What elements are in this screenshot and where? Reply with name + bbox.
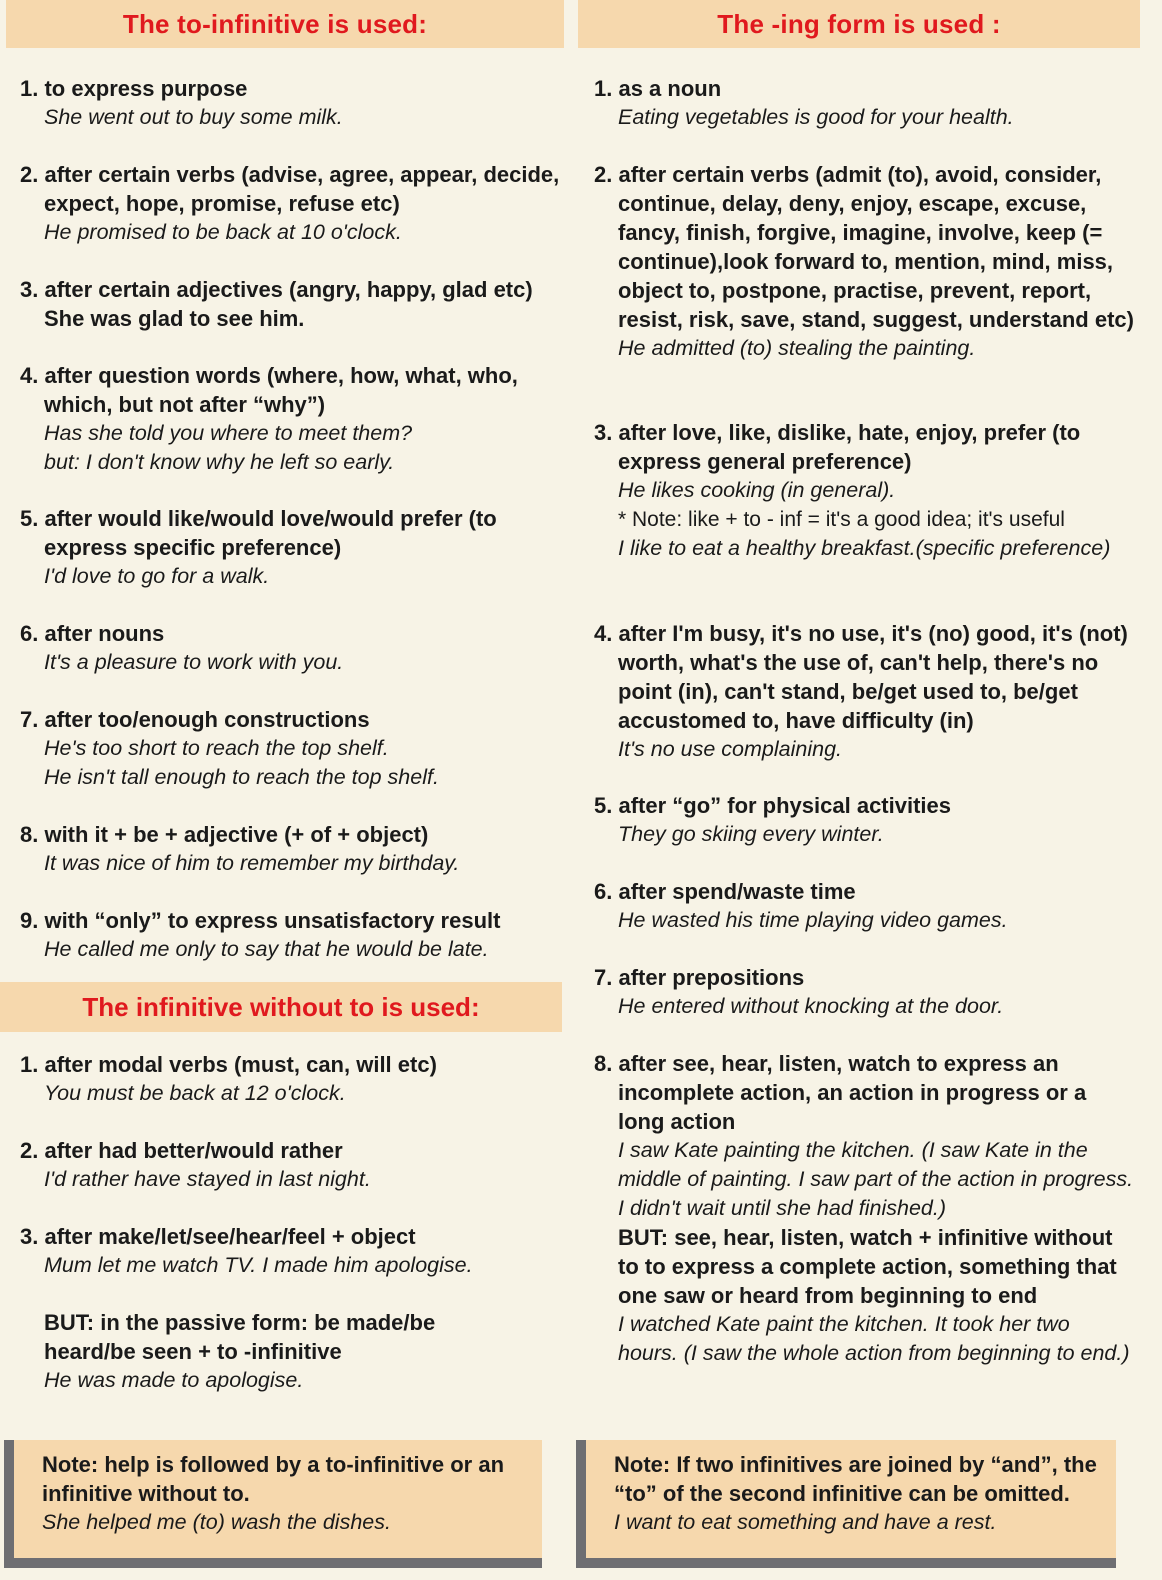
- rule-heading: 6. after spend/waste time: [594, 879, 856, 904]
- rule-heading: 7. after prepositions: [594, 965, 805, 990]
- note-heading: Note: help is followed by a to-infinitive or an infinitive without to.: [42, 1452, 505, 1506]
- rule-example: I'd love to go for a walk.: [44, 564, 270, 588]
- rule-heading: 5. after “go” for physical activities: [594, 793, 952, 818]
- rule-item: [0, 361, 560, 477]
- rule-heading: 3. after make/let/see/hear/feel + object: [20, 1224, 416, 1249]
- rule-heading: 4. after question words (where, how, what, who, which, but not after “why”): [20, 363, 518, 417]
- rule-heading: 1. as a noun: [594, 76, 722, 101]
- rule-example: I like to eat a healthy breakfast.(specific preference): [618, 536, 1111, 560]
- rule-item: [0, 1050, 560, 1108]
- ing-form-column: [574, 0, 1140, 1365]
- rule-item: [574, 1049, 1134, 1368]
- infinitive-without-to-header: The infinitive without to is used:: [0, 982, 562, 1032]
- rule-heading: 1. after modal verbs (must, can, will etc): [20, 1052, 437, 1077]
- rule-heading: 5. after would like/would love/would prefer (to express specific preference): [20, 506, 497, 560]
- rule-item: [0, 820, 560, 878]
- rule-example: I watched Kate paint the kitchen. It took her two hours. (I saw the whole action from beginning to end.): [618, 1312, 1130, 1365]
- rule-heading: 6. after nouns: [20, 621, 165, 646]
- rule-heading: 1. to express purpose: [20, 76, 248, 101]
- rule-heading: 3. after certain adjectives (angry, happy, glad etc) She was glad to see him.: [20, 277, 533, 331]
- rule-item: [0, 619, 560, 677]
- rule-heading: 8. after see, hear, listen, watch to express an incomplete action, an action in progress or a long action: [594, 1051, 1087, 1134]
- rule-heading: 2. after had better/would rather: [20, 1138, 343, 1163]
- note-box-help: [4, 1440, 542, 1568]
- rule-heading: 7. after too/enough constructions: [20, 707, 370, 732]
- rule-heading: 2. after certain verbs (advise, agree, appear, decide, expect, hope, promise, refuse etc): [20, 162, 560, 216]
- rule-example: He was made to apologise.: [44, 1368, 304, 1392]
- rule-example: He's too short to reach the top shelf.: [44, 736, 389, 760]
- rule-item: [0, 906, 560, 964]
- ing-form-header: The -ing form is used :: [578, 0, 1140, 48]
- rule-note: * Note: like + to - inf = it's a good idea; it's useful: [618, 508, 1065, 531]
- rule-item: [0, 74, 560, 132]
- to-infinitive-header: The to-infinitive is used:: [6, 0, 564, 48]
- rule-item: [574, 963, 1134, 1021]
- note-box-two-infinitives: [576, 1440, 1116, 1568]
- rule-item: [0, 1222, 560, 1280]
- rule-example: She went out to buy some milk.: [44, 105, 343, 129]
- rule-item: [574, 418, 1134, 563]
- rule-example: They go skiing every winter.: [618, 822, 884, 846]
- rule-example: but: I don't know why he left so early.: [44, 450, 395, 474]
- rule-item: [0, 705, 560, 792]
- rule-example: It was nice of him to remember my birthday.: [44, 851, 460, 875]
- rule-example: He called me only to say that he would be late.: [44, 937, 489, 961]
- rule-example: Eating vegetables is good for your health.: [618, 105, 1014, 129]
- note-example: She helped me (to) wash the dishes.: [42, 1510, 391, 1534]
- rule-item: [0, 1308, 560, 1395]
- rule-but-heading: BUT: see, hear, listen, watch + infinitive without to to express a complete action, something that one saw or heard from beginning to end: [618, 1225, 1117, 1308]
- rule-example: You must be back at 12 o'clock.: [44, 1081, 346, 1105]
- rule-heading: 2. after certain verbs (admit (to), avoid, consider, continue, delay, deny, enjoy, escape, excuse, fancy, finish, forgive, imagine, involve, keep (= continue),look forward to, mention, mind, miss, object to, postpone, practise, prevent, report, resist, risk, save, stand, suggest, understand etc): [594, 162, 1134, 332]
- rule-example: I'd rather have stayed in last night.: [44, 1167, 371, 1191]
- rule-item: [574, 619, 1134, 764]
- rule-example: It's a pleasure to work with you.: [44, 650, 344, 674]
- rule-example: He isn't tall enough to reach the top shelf.: [44, 765, 439, 789]
- rule-item: [574, 877, 1134, 935]
- rule-heading: BUT: in the passive form: be made/be heard/be seen + to -infinitive: [44, 1310, 436, 1364]
- note-example: I want to eat something and have a rest.: [614, 1510, 997, 1534]
- rule-example: He likes cooking (in general).: [618, 478, 896, 502]
- rule-example: He admitted (to) stealing the painting.: [618, 336, 976, 360]
- rule-example: Has she told you where to meet them?: [44, 421, 413, 445]
- rule-heading: 9. with “only” to express unsatisfactory result: [20, 908, 501, 933]
- rule-example: He promised to be back at 10 o'clock.: [44, 220, 402, 244]
- rule-example: It's no use complaining.: [618, 737, 843, 761]
- to-infinitive-column: [0, 0, 568, 1392]
- rule-item: [0, 1136, 560, 1194]
- rule-example: He wasted his time playing video games.: [618, 908, 1008, 932]
- rule-item: [574, 160, 1134, 363]
- note-heading: Note: If two infinitives are joined by “and”, the “to” of the second infinitive can be omitted.: [614, 1452, 1097, 1506]
- rule-heading: 4. after I'm busy, it's no use, it's (no) good, it's (not) worth, what's the use of, can't help, there's no point (in), can't stand, be/get used to, be/get accustomed to, have difficulty (in): [594, 621, 1128, 733]
- rule-example: Mum let me watch TV. I made him apologise.: [44, 1253, 473, 1277]
- rule-item: [0, 275, 560, 333]
- rule-example: He entered without knocking at the door.: [618, 994, 1004, 1018]
- rule-item: [0, 504, 560, 591]
- rule-item: [574, 791, 1134, 849]
- rule-item: [0, 160, 560, 247]
- rule-item: [574, 74, 1134, 132]
- rule-heading: 3. after love, like, dislike, hate, enjoy, prefer (to express general preference): [594, 420, 1081, 474]
- rule-example: I saw Kate painting the kitchen. (I saw Kate in the middle of painting. I saw part of the action in progress. I didn't wait until she had finished.): [618, 1138, 1134, 1220]
- rule-heading: 8. with it + be + adjective (+ of + object): [20, 822, 429, 847]
